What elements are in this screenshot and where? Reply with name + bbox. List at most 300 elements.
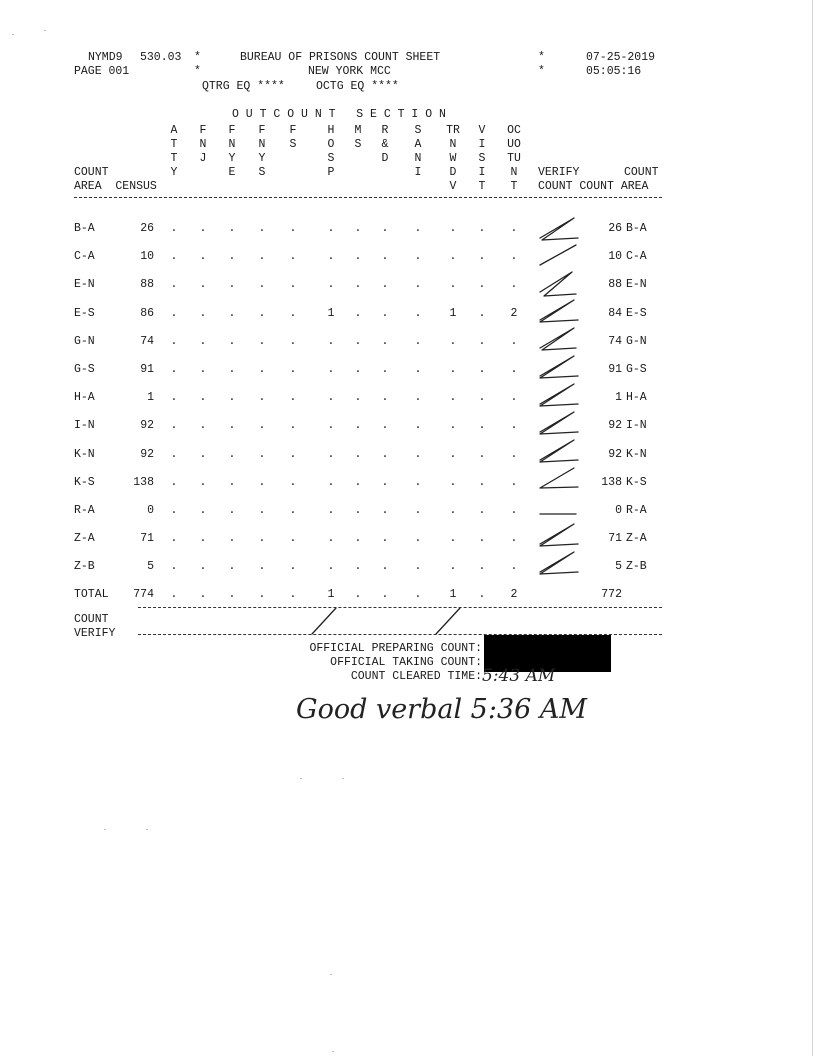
empty-dot: . [354,334,362,348]
empty-dot: . [449,222,457,235]
column-header-letter: N [449,138,457,151]
column-header-letter: I [478,166,486,179]
column-header-letter: J [199,152,207,165]
row-census: 5 [147,560,154,574]
empty-dot: . [414,363,422,376]
empty-dot: . [327,222,335,235]
empty-dot: . [381,504,389,517]
empty-dot: . [199,391,207,405]
empty-dot: . [381,532,389,546]
empty-dot: . [199,447,207,461]
empty-dot: . [510,475,518,489]
row-census: 26 [140,222,154,235]
empty-dot: . [449,363,457,376]
row-area: Z-A [74,532,95,546]
row-census: 0 [147,504,154,517]
empty-dot: . [510,504,518,517]
empty-dot: . [354,475,362,489]
column-header-letter: S [354,138,362,151]
row-area-right: K-N [626,447,647,461]
count-label: COUNT [74,166,109,179]
row-count: 26 [608,222,622,235]
empty-dot: . [478,475,486,489]
row-area: B-A [74,222,95,235]
empty-dot: . [228,306,236,320]
empty-dot: . [258,306,266,320]
empty-dot: . [289,419,297,433]
column-header-letter: F [258,124,266,137]
empty-dot: . [478,334,486,348]
empty-dot: . [258,363,266,376]
empty-dot: . [381,363,389,376]
empty-dot: . [199,504,207,517]
column-header-letter: I [478,138,486,151]
column-header-letter: F [289,124,297,137]
empty-dot: . [478,560,486,574]
empty-dot: . [228,278,236,292]
empty-dot: . [170,560,178,574]
official-preparing-label: OFFICIAL PREPARING COUNT: [309,642,482,655]
row-area: K-N [74,447,95,461]
empty-dot: . [449,475,457,489]
column-header-letter: & [381,138,389,151]
empty-dot: . [381,278,389,292]
empty-dot: . [478,532,486,546]
empty-dot: . [199,334,207,348]
empty-dot: . [228,588,236,601]
outcount-value: 2 [510,306,518,320]
empty-dot: . [228,532,236,546]
report-code: 530.03 [140,51,182,64]
empty-dot: . [449,532,457,546]
empty-dot: . [228,250,236,264]
header-star: * [194,51,201,64]
empty-dot: . [381,250,389,264]
row-census: 71 [140,532,154,546]
empty-dot: . [327,278,335,292]
empty-dot: . [258,475,266,489]
empty-dot: . [478,447,486,461]
empty-dot: . [354,222,362,235]
empty-dot: . [478,250,486,264]
row-area-right: K-S [626,475,647,489]
column-header-letter: N [510,166,518,179]
row-area-right: Z-A [626,532,647,546]
empty-dot: . [170,475,178,489]
empty-dot: . [381,588,389,601]
column-header-letter: S [258,166,266,179]
empty-dot: . [449,278,457,292]
qtrg-eq: QTRG EQ **** [202,80,285,93]
empty-dot: . [478,222,486,235]
empty-dot: . [510,391,518,405]
row-area-right: E-N [626,278,647,292]
column-header-letter: D [449,166,457,179]
empty-dot: . [228,560,236,574]
empty-dot: . [289,363,297,376]
verify-check-mark [312,608,336,634]
row-area: K-S [74,475,95,489]
empty-dot: . [354,306,362,320]
verify-slash-mark [540,524,578,546]
empty-dot: . [170,588,178,601]
empty-dot: . [258,250,266,264]
row-area-right: B-A [626,222,647,235]
verify-slash-mark [540,440,578,462]
row-count: 84 [608,306,622,320]
verify-slash-mark [540,245,576,265]
empty-dot: . [327,250,335,264]
row-area-right: Z-B [626,560,647,574]
system-id: NYMD9 [88,51,123,64]
empty-dot: . [258,447,266,461]
row-area: R-A [74,504,95,517]
verify-slash-mark [540,412,578,434]
column-header-letter: OC [507,124,521,137]
empty-dot: . [449,250,457,264]
row-count: 10 [608,250,622,264]
empty-dot: . [414,306,422,320]
empty-dot: . [510,560,518,574]
verify-check-mark [436,608,460,634]
verify-slash-mark [540,552,578,574]
row-count: 71 [608,532,622,546]
empty-dot: . [199,532,207,546]
empty-dot: . [414,475,422,489]
column-header-letter: M [354,124,362,137]
empty-dot: . [170,504,178,517]
empty-dot: . [258,588,266,601]
empty-dot: . [354,278,362,292]
empty-dot: . [289,278,297,292]
empty-dot: . [258,278,266,292]
octg-eq: OCTG EQ **** [316,80,399,93]
row-count: 74 [608,334,622,348]
verify-slash-mark [540,272,576,296]
empty-dot: . [170,334,178,348]
row-area: G-S [74,363,95,376]
row-area-right: E-S [626,306,647,320]
empty-dot: . [449,504,457,517]
empty-dot: . [510,222,518,235]
empty-dot: . [258,532,266,546]
empty-dot: . [510,278,518,292]
empty-dot: . [170,278,178,292]
row-census: 88 [140,278,154,292]
row-area: H-A [74,391,95,405]
row-area: Z-B [74,560,95,574]
report-date: 07-25-2019 [586,51,656,64]
empty-dot: . [414,222,422,235]
outcount-value: 1 [327,306,335,320]
empty-dot: . [510,363,518,376]
row-area-right: I-N [626,419,647,433]
empty-dot: . [414,588,422,601]
row-census: 91 [140,363,154,376]
column-header-letter: Y [228,152,236,165]
empty-dot: . [414,504,422,517]
row-area-right: G-N [626,334,647,348]
empty-dot: . [381,222,389,235]
empty-dot: . [381,419,389,433]
row-census: 74 [140,334,154,348]
verify-slash-mark [540,384,578,406]
row-area-right: R-A [626,504,647,517]
empty-dot: . [199,588,207,601]
header-star: * [538,51,545,64]
verify-slash-mark [540,356,578,378]
count-verify-label-2: VERIFY [74,627,116,640]
empty-dot: . [170,363,178,376]
empty-dot: . [510,532,518,546]
empty-dot: . [289,391,297,405]
count-cleared-label: COUNT CLEARED TIME: [350,670,482,683]
empty-dot: . [258,391,266,405]
outcount-value: 2 [510,588,518,601]
column-header-letter: H [327,124,335,137]
empty-dot: . [414,560,422,574]
good-verbal-handwritten: Good verbal 5:36 AM [296,694,588,725]
empty-dot: . [381,560,389,574]
empty-dot: . [170,222,178,235]
empty-dot: . [414,250,422,264]
page-number: PAGE 001 [74,65,130,78]
row-count: 88 [608,278,622,292]
verify-label: VERIFY [538,166,580,179]
empty-dot: . [170,391,178,405]
empty-dot: . [170,447,178,461]
outcount-value: 1 [449,588,457,601]
empty-dot: . [170,250,178,264]
column-header-letter: T [478,180,486,193]
verify-count-area-label: COUNT COUNT AREA [538,180,649,193]
empty-dot: . [381,475,389,489]
outcount-value: 1 [327,588,335,601]
verify-slash-mark [540,468,578,488]
column-header-letter: N [258,138,266,151]
verify-slash-mark [540,218,578,240]
report-time: 05:05:16 [586,65,642,78]
row-area: E-S [74,306,95,320]
empty-dot: . [449,560,457,574]
empty-dot: . [327,560,335,574]
area-census-label: AREA CENSUS [74,180,157,193]
column-header-letter: S [414,124,422,137]
official-taking-label: OFFICIAL TAKING COUNT: [330,656,482,669]
row-census: 774 [133,588,154,601]
row-census: 86 [140,306,154,320]
empty-dot: . [478,306,486,320]
empty-dot: . [258,504,266,517]
empty-dot: . [327,532,335,546]
row-area-right: G-S [626,363,647,376]
empty-dot: . [354,504,362,517]
empty-dot: . [258,334,266,348]
column-header-letter: S [289,138,297,151]
row-count: 92 [608,419,622,433]
empty-dot: . [289,250,297,264]
cleared-time-handwritten: 5:43 AM [482,666,556,686]
empty-dot: . [354,532,362,546]
column-header-letter: E [228,166,236,179]
empty-dot: . [289,504,297,517]
empty-dot: . [510,447,518,461]
empty-dot: . [449,447,457,461]
empty-dot: . [228,334,236,348]
column-header-letter: W [449,152,457,165]
verify-slash-mark [540,328,576,350]
empty-dot: . [510,250,518,264]
column-header-letter: T [170,152,178,165]
empty-dot: . [289,334,297,348]
column-header-letter: T [510,180,518,193]
empty-dot: . [199,306,207,320]
empty-dot: . [199,363,207,376]
count-label-right: COUNT [624,166,659,179]
column-header-letter: V [449,180,457,193]
row-count: 1 [615,391,622,405]
row-census: 92 [140,419,154,433]
column-header-letter: V [478,124,486,137]
empty-dot: . [510,334,518,348]
empty-dot: . [289,306,297,320]
empty-dot: . [258,560,266,574]
empty-dot: . [327,419,335,433]
empty-dot: . [199,560,207,574]
empty-dot: . [449,334,457,348]
empty-dot: . [381,306,389,320]
column-header-letter: S [327,152,335,165]
empty-dot: . [354,391,362,405]
column-header-letter: D [381,152,389,165]
empty-dot: . [327,504,335,517]
empty-dot: . [199,419,207,433]
empty-dot: . [199,250,207,264]
column-header-letter: UO [507,138,521,151]
count-verify-label-1: COUNT [74,613,109,626]
column-header-letter: O [327,138,335,151]
column-header-letter: A [170,124,178,137]
empty-dot: . [289,447,297,461]
empty-dot: . [327,391,335,405]
empty-dot: . [354,588,362,601]
empty-dot: . [414,278,422,292]
empty-dot: . [199,278,207,292]
row-census: 1 [147,391,154,405]
column-header-letter: T [170,138,178,151]
empty-dot: . [228,504,236,517]
empty-dot: . [354,447,362,461]
empty-dot: . [170,532,178,546]
empty-dot: . [199,222,207,235]
empty-dot: . [199,475,207,489]
header-star: * [194,65,201,78]
empty-dot: . [510,419,518,433]
empty-dot: . [414,334,422,348]
column-header-letter: F [199,124,207,137]
row-census: 138 [133,475,154,489]
outcount-section-title: O U T C O U N T S E C T I O N [232,108,446,121]
row-count: 92 [608,447,622,461]
row-census: 92 [140,447,154,461]
empty-dot: . [478,504,486,517]
empty-dot: . [228,419,236,433]
empty-dot: . [381,334,389,348]
empty-dot: . [228,475,236,489]
row-area: E-N [74,278,95,292]
column-header-letter: N [414,152,422,165]
outcount-value: 1 [449,306,457,320]
empty-dot: . [354,363,362,376]
empty-dot: . [170,419,178,433]
total-count: 772 [601,588,622,601]
verify-slash-mark [540,300,578,322]
empty-dot: . [449,391,457,405]
empty-dot: . [414,419,422,433]
empty-dot: . [414,391,422,405]
empty-dot: . [327,447,335,461]
empty-dot: . [327,475,335,489]
empty-dot: . [228,447,236,461]
column-header-letter: Y [170,166,178,179]
empty-dot: . [381,447,389,461]
column-header-letter: S [478,152,486,165]
empty-dot: . [354,250,362,264]
empty-dot: . [327,363,335,376]
empty-dot: . [327,334,335,348]
empty-dot: . [289,588,297,601]
empty-dot: . [228,363,236,376]
column-header-letter: R [381,124,389,137]
total-label: TOTAL [74,588,109,601]
row-count: 5 [615,560,622,574]
empty-dot: . [478,588,486,601]
column-header-letter: I [414,166,422,179]
row-area: I-N [74,419,95,433]
row-census: 10 [140,250,154,264]
empty-dot: . [258,419,266,433]
empty-dot: . [289,532,297,546]
report-title: BUREAU OF PRISONS COUNT SHEET [240,51,441,64]
empty-dot: . [228,391,236,405]
empty-dot: . [414,532,422,546]
column-header-letter: N [199,138,207,151]
column-header-letter: A [414,138,422,151]
empty-dot: . [258,222,266,235]
row-area-right: H-A [626,391,647,405]
empty-dot: . [170,306,178,320]
empty-dot: . [354,560,362,574]
empty-dot: . [478,278,486,292]
empty-dot: . [414,447,422,461]
empty-dot: . [449,419,457,433]
empty-dot: . [289,560,297,574]
empty-dot: . [381,391,389,405]
empty-dot: . [289,222,297,235]
column-header-letter: F [228,124,236,137]
empty-dot: . [478,391,486,405]
row-count: 0 [615,504,622,517]
column-header-letter: P [327,166,335,179]
row-area-right: C-A [626,250,647,264]
row-area: G-N [74,334,95,348]
empty-dot: . [289,475,297,489]
column-header-letter: Y [258,152,266,165]
empty-dot: . [478,363,486,376]
empty-dot: . [354,419,362,433]
empty-dot: . [228,222,236,235]
header-star: * [538,65,545,78]
